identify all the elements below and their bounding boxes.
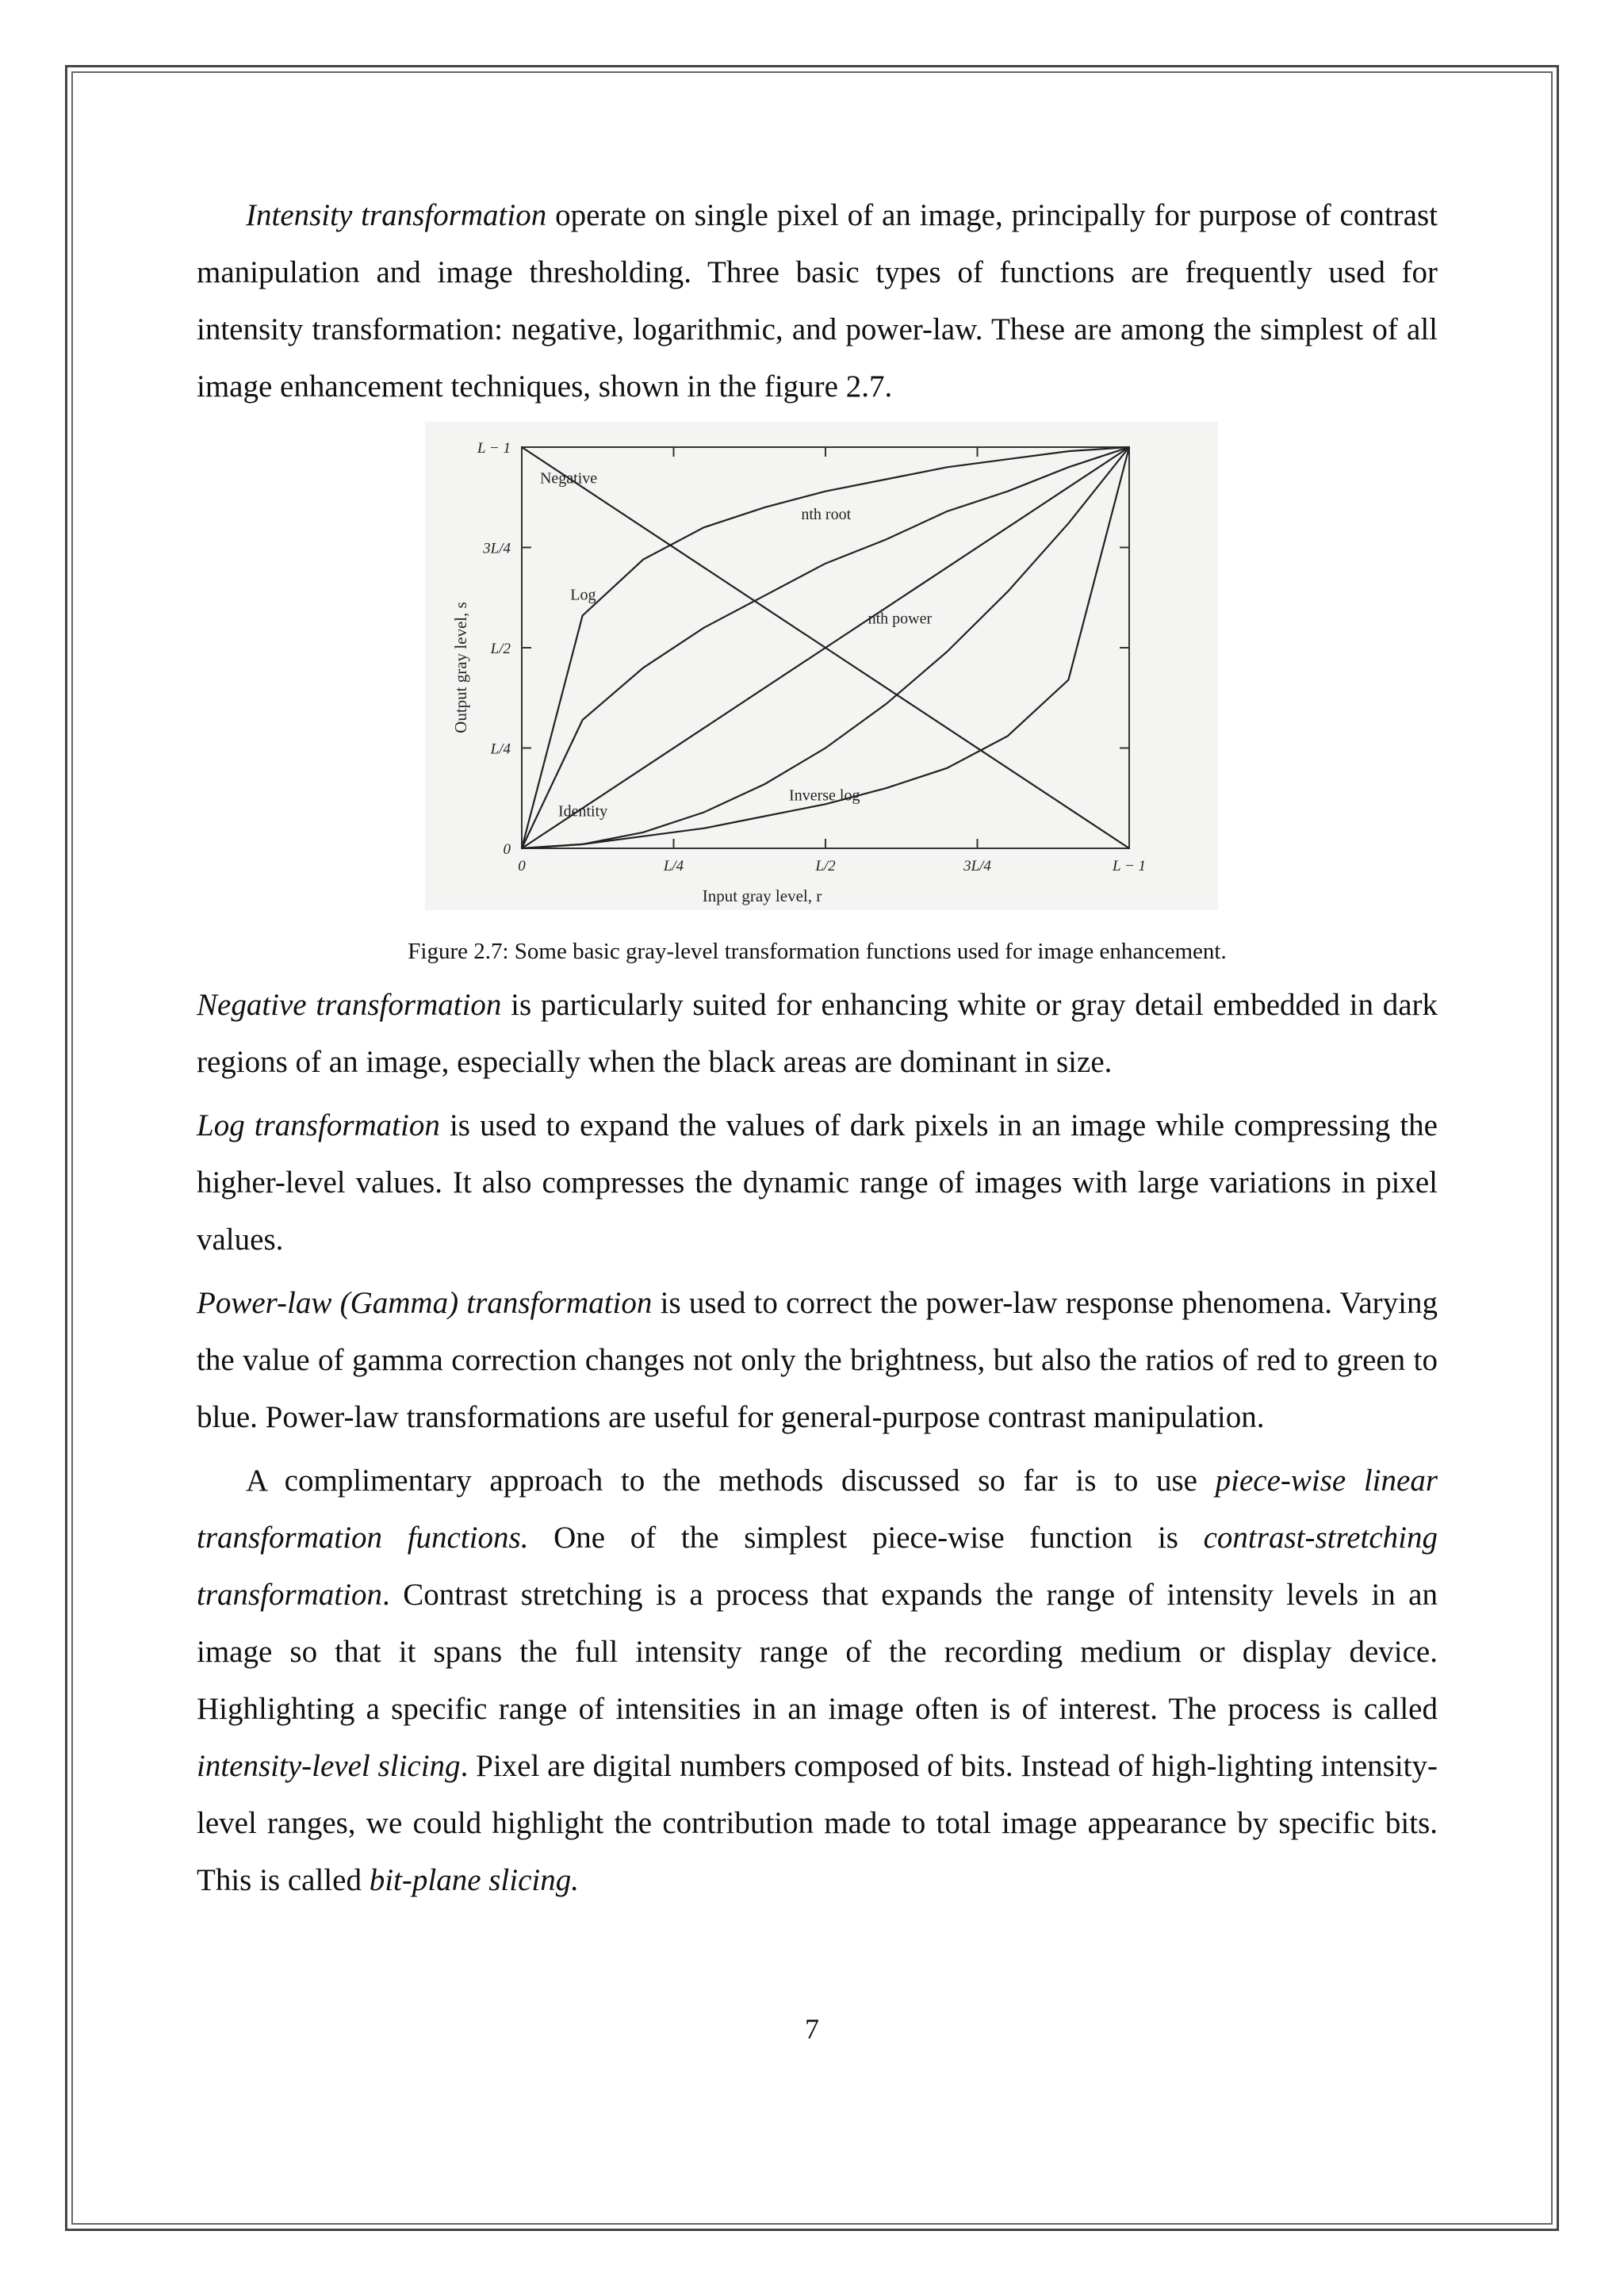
paragraph-text: is particularly suited for enhancing white or gray detail embedded in dark regions of an image, especially when the black areas are dominant in size. xyxy=(197,988,1438,1079)
paragraph-intensity-transformation xyxy=(197,187,1438,415)
paragraph-log-transformation xyxy=(197,1097,1438,1269)
y-axis-label: Output gray level, s xyxy=(451,602,470,733)
x-tick-label: L/2 xyxy=(815,858,836,874)
term-power-law-transformation: Power-law (Gamma) transformation xyxy=(197,1286,653,1320)
y-tick-label: L − 1 xyxy=(477,440,511,457)
curve-label-negative: Negative xyxy=(539,469,598,488)
paragraph-text: A complimentary approach to the methods discussed so far is to use xyxy=(246,1464,1216,1498)
curve-label-log: Log xyxy=(570,586,596,604)
x-tick-label: 0 xyxy=(518,858,526,874)
page-content xyxy=(197,187,1438,1909)
x-tick-label: L − 1 xyxy=(1112,858,1147,874)
term-intensity-level-slicing: intensity-level slicing xyxy=(197,1749,461,1783)
paragraph-text: One of the simplest piece-wise function is xyxy=(528,1521,1204,1555)
paragraph-text: . Contrast stretching is a process that expands the range of intensity levels in an image so that it spans the full intensity range of the recording medium or display device. Highlighting a specific range of intensities in an image often is of interest. The process is called xyxy=(197,1578,1438,1726)
curve-label-inverse-log: Inverse log xyxy=(789,786,860,805)
paragraph-text: is used to correct the power-law response phenomena. Varying the value of gamma correction changes not only the brightness, but also the ratios of red to green to blue. Power-law transformations are useful for general-purpose contrast manipulation. xyxy=(197,1286,1438,1434)
term-negative-transformation: Negative transformation xyxy=(197,988,502,1022)
x-tick-label: 3L/4 xyxy=(963,858,991,874)
curve-label-identity: Identity xyxy=(557,802,608,821)
page-number: 7 xyxy=(805,2013,819,2045)
x-axis-label: Input gray level, r xyxy=(702,886,822,905)
term-contrast-stretching: contrast-stretching transformation xyxy=(197,1521,1438,1612)
paragraph-text: is used to expand the values of dark pixels in an image while compressing the higher-level values. It also compresses the dynamic range of images with large variations in pixel values. xyxy=(197,1108,1438,1257)
y-tick-label: L/2 xyxy=(490,641,511,657)
paragraph-text: . Pixel are digital numbers composed of bits. Instead of high-lighting intensity-level ranges, we could highlight the contribution made to total image appearance by specific bits. This is called xyxy=(197,1749,1438,1897)
term-intensity-transformation: Intensity transformation xyxy=(246,198,547,232)
y-tick-label: 0 xyxy=(503,841,511,858)
transformation-chart xyxy=(425,422,1218,910)
y-tick-label: 3L/4 xyxy=(483,540,511,557)
term-bit-plane-slicing: bit-plane slicing. xyxy=(369,1863,580,1897)
term-piece-wise-linear: piece-wise linear transformation functions. xyxy=(197,1464,1438,1555)
figure-2-7 xyxy=(425,422,1218,910)
curve-label-nth-power: nth power xyxy=(868,610,933,628)
paragraph-power-law-transformation xyxy=(197,1275,1438,1446)
y-tick-label: L/4 xyxy=(490,740,511,758)
figure-caption: Figure 2.7: Some basic gray-level transformation functions used for image enhancement. xyxy=(408,939,1227,964)
x-tick-label: L/4 xyxy=(663,858,684,874)
paragraph-negative-transformation xyxy=(197,977,1438,1091)
paragraph-text: operate on single pixel of an image, principally for purpose of contrast manipulation and image thresholding. Three basic types of functions are frequently used for intensity transformation: negative, logarithmic, and power-law. These are among the simplest of all image enhancement techniques, shown in the figure 2.7. xyxy=(197,198,1438,404)
curve-label-nth-root: nth root xyxy=(801,506,852,524)
paragraph-piece-wise-linear xyxy=(197,1452,1438,1909)
term-log-transformation: Log transformation xyxy=(197,1108,440,1142)
